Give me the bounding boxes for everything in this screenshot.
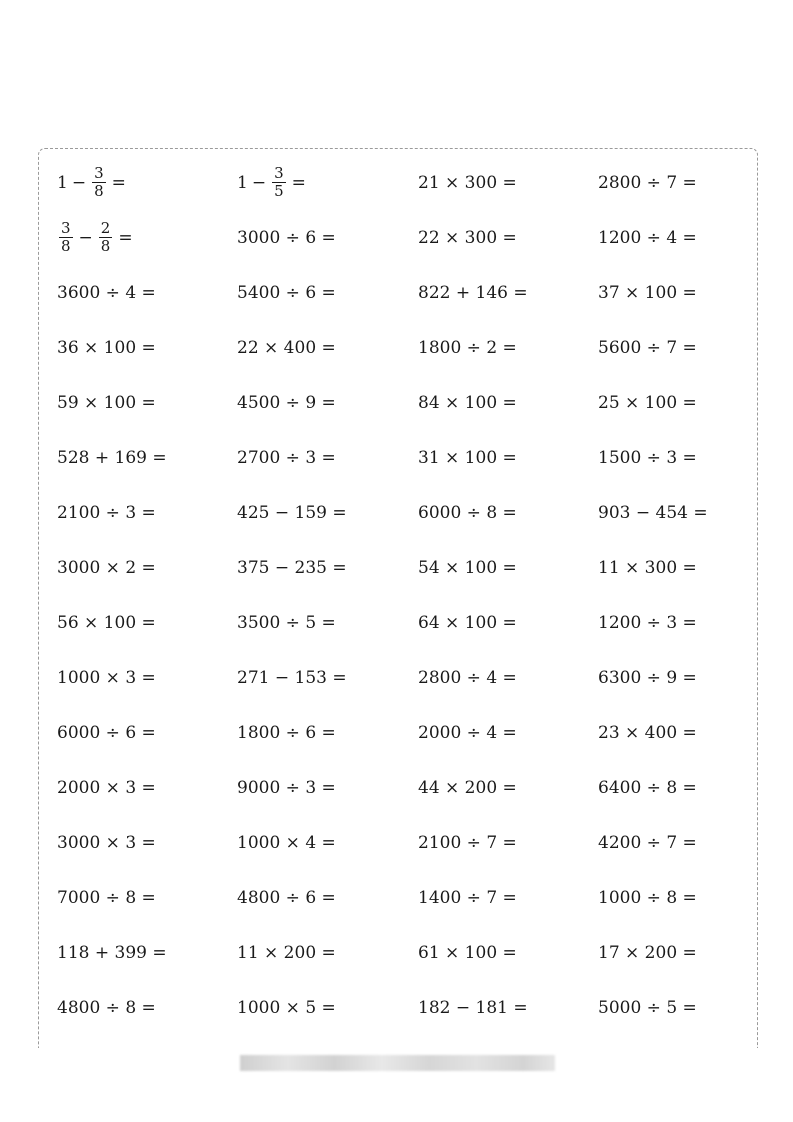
problem: 2700 ÷ 3 = bbox=[237, 447, 336, 468]
problem: 25 × 100 = bbox=[598, 392, 697, 413]
numerator: 3 bbox=[94, 164, 104, 182]
numerator: 3 bbox=[61, 219, 71, 237]
problem-row bbox=[57, 870, 777, 925]
problem: 2000 × 3 = bbox=[57, 777, 156, 798]
problem-row bbox=[57, 430, 777, 485]
problem: 6400 ÷ 8 = bbox=[598, 777, 697, 798]
problem: 1000 ÷ 8 = bbox=[598, 887, 697, 908]
numerator: 2 bbox=[100, 219, 111, 237]
problem: 9000 ÷ 3 = bbox=[237, 777, 336, 798]
problem-row bbox=[57, 650, 777, 705]
problem: 22 × 400 = bbox=[237, 337, 336, 358]
problem: 182 − 181 = bbox=[418, 997, 528, 1018]
problem-grid bbox=[57, 155, 777, 1035]
problem: 22 × 300 = bbox=[418, 227, 517, 248]
problem: 2000 ÷ 4 = bbox=[418, 722, 517, 743]
problem-row bbox=[57, 155, 777, 210]
problem: 54 × 100 = bbox=[418, 557, 517, 578]
problem: 1500 ÷ 3 = bbox=[598, 447, 697, 468]
problem: 3500 ÷ 5 = bbox=[237, 612, 336, 633]
problem: 425 − 159 = bbox=[237, 502, 347, 523]
problem-row bbox=[57, 760, 777, 815]
minus-sign: − bbox=[251, 172, 267, 193]
denominator: 8 bbox=[61, 237, 71, 255]
problem: 1200 ÷ 3 = bbox=[598, 612, 697, 633]
minus-sign: − bbox=[71, 172, 87, 193]
problem: 64 × 100 = bbox=[418, 612, 517, 633]
problem: 2100 ÷ 3 = bbox=[57, 502, 156, 523]
problem: 59 × 100 = bbox=[57, 392, 156, 413]
problem: 375 − 235 = bbox=[237, 557, 347, 578]
equals-sign: = bbox=[291, 172, 306, 193]
problem: 1400 ÷ 7 = bbox=[418, 887, 517, 908]
problem: 84 × 100 = bbox=[418, 392, 517, 413]
problem: 2800 ÷ 4 = bbox=[418, 667, 517, 688]
problem: 528 + 169 = bbox=[57, 447, 167, 468]
problem-row bbox=[57, 980, 777, 1035]
denominator: 5 bbox=[274, 182, 284, 200]
problem: 44 × 200 = bbox=[418, 777, 517, 798]
problem: 1000 × 3 = bbox=[57, 667, 156, 688]
equals-sign: = bbox=[111, 172, 126, 193]
numerator: 3 bbox=[274, 164, 284, 182]
denominator: 8 bbox=[100, 237, 111, 255]
problem: 11 × 200 = bbox=[237, 942, 336, 963]
fraction bbox=[99, 220, 113, 255]
problem: 3600 ÷ 4 = bbox=[57, 282, 156, 303]
problem: 1000 × 5 = bbox=[237, 997, 336, 1018]
problem-row bbox=[57, 320, 777, 375]
problem-row bbox=[57, 925, 777, 980]
problem: 11 × 300 = bbox=[598, 557, 697, 578]
whole-number: 1 bbox=[57, 172, 68, 193]
fraction bbox=[272, 165, 286, 200]
problem: 5000 ÷ 5 = bbox=[598, 997, 697, 1018]
problem: 271 − 153 = bbox=[237, 667, 347, 688]
problem: 1800 ÷ 2 = bbox=[418, 337, 517, 358]
problem: 118 + 399 = bbox=[57, 942, 167, 963]
problem-row bbox=[57, 485, 777, 540]
problem-row bbox=[57, 210, 777, 265]
minus-sign: − bbox=[78, 227, 93, 248]
problem: 1800 ÷ 6 = bbox=[237, 722, 336, 743]
problem-row bbox=[57, 815, 777, 870]
problem: 23 × 400 = bbox=[598, 722, 697, 743]
problem-fraction-subtraction bbox=[237, 155, 310, 210]
problem: 822 + 146 = bbox=[418, 282, 528, 303]
problem: 7000 ÷ 8 = bbox=[57, 887, 156, 908]
problem: 5400 ÷ 6 = bbox=[237, 282, 336, 303]
problem: 3000 × 3 = bbox=[57, 832, 156, 853]
problem: 1000 × 4 = bbox=[237, 832, 336, 853]
problem: 1200 ÷ 4 = bbox=[598, 227, 697, 248]
problem: 2800 ÷ 7 = bbox=[598, 172, 697, 193]
problem-fraction-subtraction bbox=[57, 155, 130, 210]
problem: 56 × 100 = bbox=[57, 612, 156, 633]
fraction bbox=[59, 220, 73, 255]
blurred-footer-text bbox=[240, 1055, 555, 1071]
problem: 6300 ÷ 9 = bbox=[598, 667, 697, 688]
problem: 3000 ÷ 6 = bbox=[237, 227, 336, 248]
problem: 2100 ÷ 7 = bbox=[418, 832, 517, 853]
problem-row bbox=[57, 375, 777, 430]
problem: 36 × 100 = bbox=[57, 337, 156, 358]
problem: 37 × 100 = bbox=[598, 282, 697, 303]
problem: 5600 ÷ 7 = bbox=[598, 337, 697, 358]
denominator: 8 bbox=[94, 182, 104, 200]
problem: 903 − 454 = bbox=[598, 502, 708, 523]
problem: 61 × 100 = bbox=[418, 942, 517, 963]
problem: 21 × 300 = bbox=[418, 172, 517, 193]
whole-number: 1 bbox=[237, 172, 248, 193]
problem: 4800 ÷ 6 = bbox=[237, 887, 336, 908]
problem-row bbox=[57, 540, 777, 595]
problem: 6000 ÷ 8 = bbox=[418, 502, 517, 523]
problem: 31 × 100 = bbox=[418, 447, 517, 468]
equals-sign: = bbox=[118, 227, 133, 248]
problem: 6000 ÷ 6 = bbox=[57, 722, 156, 743]
problem-row bbox=[57, 705, 777, 760]
problem-row bbox=[57, 595, 777, 650]
problem: 4500 ÷ 9 = bbox=[237, 392, 336, 413]
problem-row bbox=[57, 265, 777, 320]
problem: 4200 ÷ 7 = bbox=[598, 832, 697, 853]
fraction bbox=[92, 165, 106, 200]
problem: 17 × 200 = bbox=[598, 942, 697, 963]
problem: 3000 × 2 = bbox=[57, 557, 156, 578]
problem: 4800 ÷ 8 = bbox=[57, 997, 156, 1018]
problem-fraction-subtraction bbox=[57, 210, 137, 265]
